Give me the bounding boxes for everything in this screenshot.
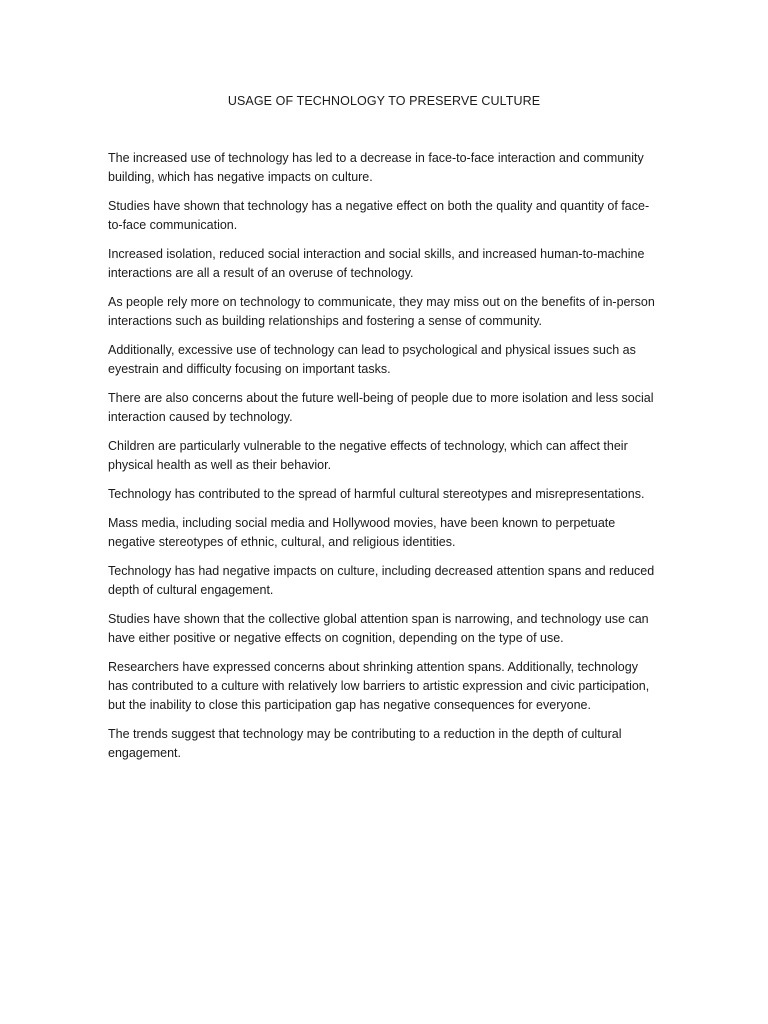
paragraph: Technology has contributed to the spread of harmful cultural stereotypes and misrepresentations. bbox=[108, 487, 645, 501]
paragraph: The increased use of technology has led to a decrease in face-to-face interaction and community building, which has negative impacts on culture. bbox=[108, 151, 644, 184]
paragraph: The trends suggest that technology may be contributing to a reduction in the depth of cultural engagement. bbox=[108, 727, 622, 760]
document-body bbox=[108, 149, 660, 763]
document-title: USAGE OF TECHNOLOGY TO PRESERVE CULTURE bbox=[227, 94, 541, 108]
paragraph: Studies have shown that the collective global attention span is narrowing, and technology use can have either positive or negative effects on cognition, depending on the type of use. bbox=[108, 612, 649, 645]
paragraph: Increased isolation, reduced social interaction and social skills, and increased human-to-machine interactions are all a result of an overuse of technology. bbox=[108, 247, 645, 280]
paragraph: Mass media, including social media and Hollywood movies, have been known to perpetuate negative stereotypes of ethnic, cultural, and religious identities. bbox=[108, 516, 616, 549]
paragraph: Additionally, excessive use of technology can lead to psychological and physical issues such as eyestrain and difficulty focusing on important tasks. bbox=[108, 343, 636, 376]
paragraph: Studies have shown that technology has a negative effect on both the quality and quantity of face-to-face communication. bbox=[108, 199, 650, 232]
paragraph: Researchers have expressed concerns about shrinking attention spans. Additionally, technology has contributed to a culture with relatively low barriers to artistic expression and civic participation, but the inability to close this participation gap has negative consequences for everyone. bbox=[108, 660, 650, 712]
paragraph: As people rely more on technology to communicate, they may miss out on the benefits of in-person interactions such as building relationships and fostering a sense of community. bbox=[108, 295, 655, 328]
paragraph: There are also concerns about the future well-being of people due to more isolation and less social interaction caused by technology. bbox=[108, 391, 654, 424]
paragraph: Technology has had negative impacts on culture, including decreased attention spans and reduced depth of cultural engagement. bbox=[108, 564, 655, 597]
paragraph: Children are particularly vulnerable to the negative effects of technology, which can affect their physical health as well as their behavior. bbox=[108, 439, 628, 472]
